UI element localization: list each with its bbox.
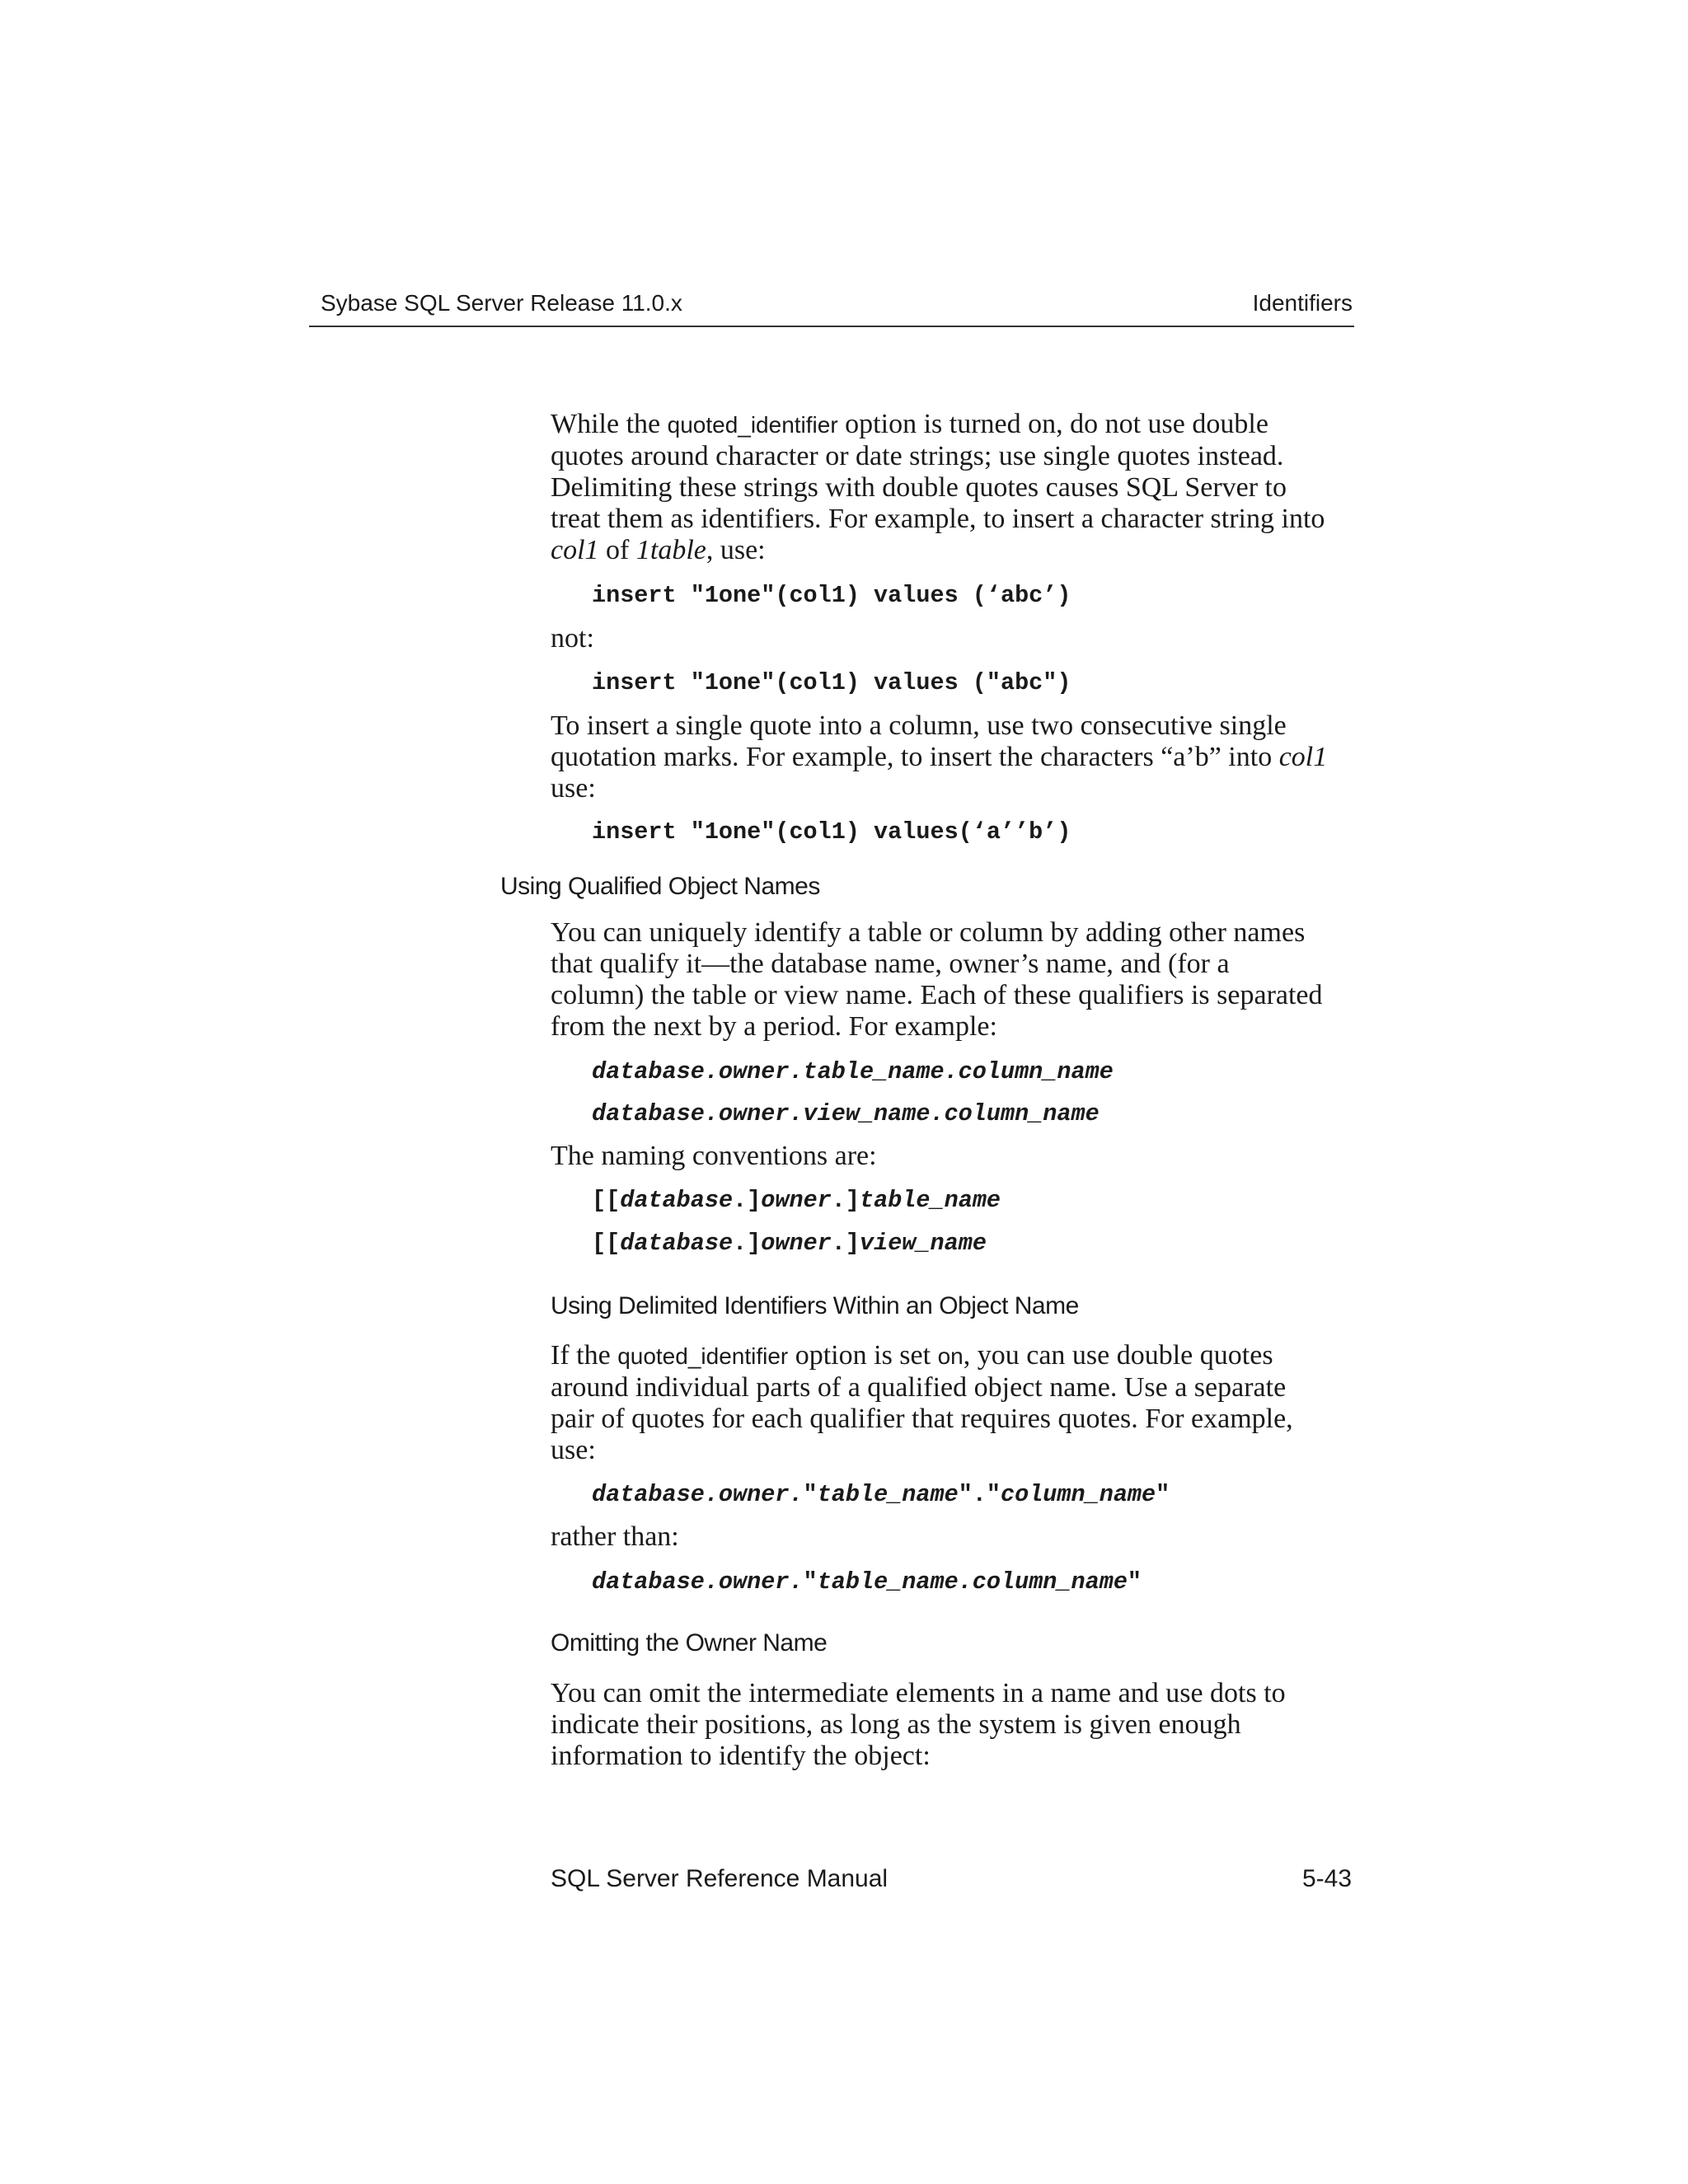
code-qualified-table: database.owner.table_name.column_name [592, 1058, 1114, 1085]
header-title: Sybase SQL Server Release 11.0.x [321, 290, 682, 316]
intro-line-3: Delimiting these strings with double quotes causes SQL Server to [551, 472, 1287, 503]
footer-manual-title: SQL Server Reference Manual [551, 1865, 889, 1892]
intro-line-4: treat them as identifiers. For example, to insert a character string into [551, 504, 1325, 534]
code-example-3: insert "1one"(col1) values(‘a’’b’) [592, 818, 1071, 846]
page-footer [551, 1865, 1352, 1893]
code-example-2: insert "1one"(col1) values ("abc") [592, 669, 1071, 696]
omit-paragraph: You can omit the intermediate elements in a name and use dots to indicate their positions, as long as the system is given enough information to identify the object: [551, 1678, 1286, 1771]
page-number: 5-43 [1301, 1865, 1352, 1892]
single-quote-paragraph: To insert a single quote into a column, use two consecutive single quotation marks. For example, to insert the characters “a’b” into col1 use: [551, 710, 1328, 804]
not-label: not: [551, 623, 594, 654]
quoted-identifier-term: quoted_identifier [667, 412, 838, 438]
convention-view: [[database.]owner.]view_name [592, 1230, 987, 1257]
intro-line-1: While the quoted_identifier option is turned on, do not use double [551, 409, 1268, 439]
rather-than-label: rather than: [551, 1521, 679, 1552]
intro-line-2: quotes around character or date strings; use single quotes instead. [551, 441, 1284, 471]
naming-conventions-label: The naming conventions are: [551, 1141, 877, 1171]
convention-table: [[database.]owner.]table_name [592, 1187, 1001, 1214]
quoted-identifier-term-2: quoted_identifier [617, 1343, 789, 1369]
section-heading-omit: Omitting the Owner Name [551, 1629, 828, 1657]
qualified-paragraph: You can uniquely identify a table or column by adding other names that qualify it—the database name, owner’s name, and (for a column) the table or view name. Each of these qualifiers is separated from the next by a period. For example: [551, 917, 1323, 1042]
running-header [316, 288, 1353, 328]
section-heading-qualified: Using Qualified Object Names [500, 873, 820, 900]
code-qualified-view: database.owner.view_name.column_name [592, 1100, 1100, 1127]
intro-paragraph [551, 409, 1358, 566]
code-delimited-correct: database.owner."table_name"."column_name" [592, 1481, 1170, 1508]
code-example-1: insert "1one"(col1) values (‘abc’) [592, 582, 1071, 609]
section-heading-delimited: Using Delimited Identifiers Within an Object Name [551, 1292, 1079, 1319]
header-rule [309, 326, 1354, 327]
delimited-paragraph: If the quoted_identifier option is set on, you can use double quotes around individual parts of a qualified object name. Use a separate pair of quotes for each qualifier that requires quotes. For example, use: [551, 1340, 1293, 1465]
code-delimited-incorrect: database.owner."table_name.column_name" [592, 1568, 1142, 1596]
header-section: Identifiers [1252, 290, 1353, 316]
intro-line-5: col1 of 1table, use: [551, 535, 766, 565]
